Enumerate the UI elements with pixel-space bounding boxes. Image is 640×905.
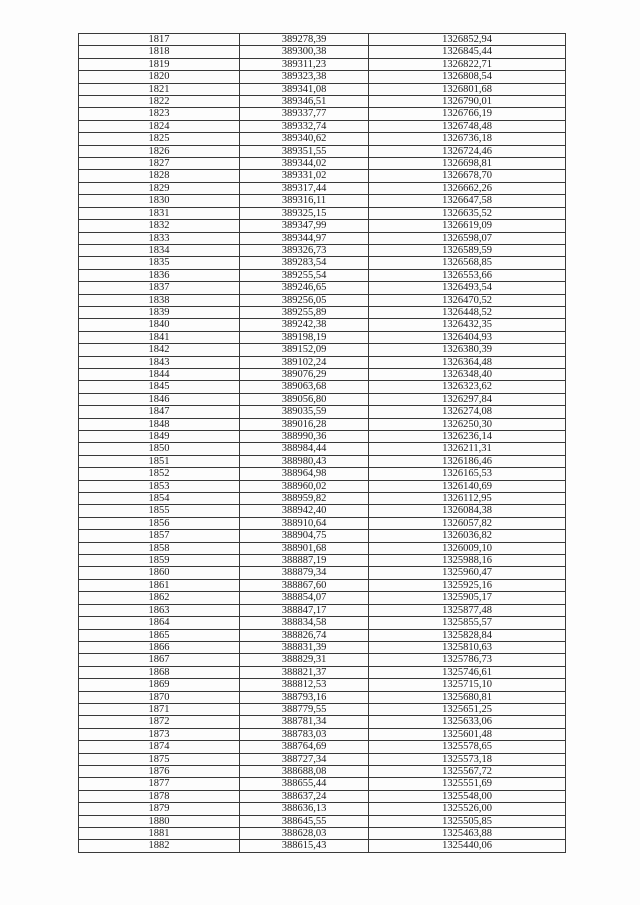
x-coordinate-cell: 389255,89 [240, 306, 369, 318]
x-coordinate-cell: 388960,02 [240, 480, 369, 492]
x-coordinate-cell: 388990,36 [240, 431, 369, 443]
y-coordinate-cell: 1326801,68 [369, 83, 566, 95]
y-coordinate-cell: 1325578,65 [369, 741, 566, 753]
table-row [79, 815, 566, 827]
table-row [79, 34, 566, 46]
y-coordinate-cell: 1326724,46 [369, 145, 566, 157]
point-number-cell: 1838 [79, 294, 240, 306]
y-coordinate-cell: 1326568,85 [369, 257, 566, 269]
y-coordinate-cell: 1325905,17 [369, 592, 566, 604]
table-row [79, 778, 566, 790]
table-row [79, 244, 566, 256]
x-coordinate-cell: 388831,39 [240, 641, 369, 653]
table-row [79, 282, 566, 294]
table-row [79, 604, 566, 616]
y-coordinate-cell: 1326084,38 [369, 505, 566, 517]
table-row [79, 480, 566, 492]
coordinates-table-body [79, 34, 566, 853]
point-number-cell: 1869 [79, 679, 240, 691]
y-coordinate-cell: 1326432,35 [369, 319, 566, 331]
x-coordinate-cell: 389283,54 [240, 257, 369, 269]
table-row [79, 431, 566, 443]
point-number-cell: 1817 [79, 34, 240, 46]
y-coordinate-cell: 1326748,48 [369, 120, 566, 132]
x-coordinate-cell: 388655,44 [240, 778, 369, 790]
x-coordinate-cell: 388628,03 [240, 828, 369, 840]
x-coordinate-cell: 388615,43 [240, 840, 369, 852]
point-number-cell: 1819 [79, 58, 240, 70]
y-coordinate-cell: 1326274,08 [369, 406, 566, 418]
y-coordinate-cell: 1326589,59 [369, 244, 566, 256]
x-coordinate-cell: 388980,43 [240, 455, 369, 467]
y-coordinate-cell: 1326211,31 [369, 443, 566, 455]
table-row [79, 368, 566, 380]
x-coordinate-cell: 388793,16 [240, 691, 369, 703]
y-coordinate-cell: 1325715,10 [369, 679, 566, 691]
x-coordinate-cell: 389198,19 [240, 331, 369, 343]
point-number-cell: 1850 [79, 443, 240, 455]
point-number-cell: 1828 [79, 170, 240, 182]
table-row [79, 120, 566, 132]
point-number-cell: 1877 [79, 778, 240, 790]
table-row [79, 517, 566, 529]
x-coordinate-cell: 389278,39 [240, 34, 369, 46]
x-coordinate-cell: 389346,51 [240, 96, 369, 108]
y-coordinate-cell: 1326470,52 [369, 294, 566, 306]
point-number-cell: 1848 [79, 418, 240, 430]
y-coordinate-cell: 1325633,06 [369, 716, 566, 728]
table-row [79, 579, 566, 591]
table-row [79, 567, 566, 579]
x-coordinate-cell: 389063,68 [240, 381, 369, 393]
point-number-cell: 1841 [79, 331, 240, 343]
table-row [79, 83, 566, 95]
point-number-cell: 1857 [79, 530, 240, 542]
x-coordinate-cell: 389246,65 [240, 282, 369, 294]
table-row [79, 269, 566, 281]
y-coordinate-cell: 1326808,54 [369, 71, 566, 83]
x-coordinate-cell: 389317,44 [240, 182, 369, 194]
point-number-cell: 1870 [79, 691, 240, 703]
table-row [79, 195, 566, 207]
point-number-cell: 1860 [79, 567, 240, 579]
point-number-cell: 1874 [79, 741, 240, 753]
y-coordinate-cell: 1325440,06 [369, 840, 566, 852]
y-coordinate-cell: 1325786,73 [369, 654, 566, 666]
table-row [79, 679, 566, 691]
y-coordinate-cell: 1326736,18 [369, 133, 566, 145]
point-number-cell: 1878 [79, 790, 240, 802]
point-number-cell: 1834 [79, 244, 240, 256]
x-coordinate-cell: 388829,31 [240, 654, 369, 666]
y-coordinate-cell: 1326852,94 [369, 34, 566, 46]
point-number-cell: 1866 [79, 641, 240, 653]
y-coordinate-cell: 1326009,10 [369, 542, 566, 554]
point-number-cell: 1872 [79, 716, 240, 728]
point-number-cell: 1831 [79, 207, 240, 219]
y-coordinate-cell: 1326236,14 [369, 431, 566, 443]
point-number-cell: 1864 [79, 617, 240, 629]
y-coordinate-cell: 1326057,82 [369, 517, 566, 529]
x-coordinate-cell: 388783,03 [240, 728, 369, 740]
x-coordinate-cell: 388834,58 [240, 617, 369, 629]
x-coordinate-cell: 389340,62 [240, 133, 369, 145]
x-coordinate-cell: 388779,55 [240, 703, 369, 715]
x-coordinate-cell: 389331,02 [240, 170, 369, 182]
point-number-cell: 1875 [79, 753, 240, 765]
y-coordinate-cell: 1325925,16 [369, 579, 566, 591]
y-coordinate-cell: 1325505,85 [369, 815, 566, 827]
table-row [79, 96, 566, 108]
point-number-cell: 1833 [79, 232, 240, 244]
y-coordinate-cell: 1326790,01 [369, 96, 566, 108]
table-row [79, 418, 566, 430]
y-coordinate-cell: 1326698,81 [369, 158, 566, 170]
table-row [79, 455, 566, 467]
table-row [79, 741, 566, 753]
point-number-cell: 1835 [79, 257, 240, 269]
y-coordinate-cell: 1325810,63 [369, 641, 566, 653]
table-row [79, 629, 566, 641]
table-row [79, 406, 566, 418]
x-coordinate-cell: 388637,24 [240, 790, 369, 802]
y-coordinate-cell: 1325680,81 [369, 691, 566, 703]
x-coordinate-cell: 389255,54 [240, 269, 369, 281]
point-number-cell: 1821 [79, 83, 240, 95]
x-coordinate-cell: 389326,73 [240, 244, 369, 256]
point-number-cell: 1856 [79, 517, 240, 529]
point-number-cell: 1832 [79, 220, 240, 232]
table-row [79, 182, 566, 194]
y-coordinate-cell: 1326364,48 [369, 356, 566, 368]
y-coordinate-cell: 1326822,71 [369, 58, 566, 70]
x-coordinate-cell: 388636,13 [240, 803, 369, 815]
table-row [79, 505, 566, 517]
point-number-cell: 1855 [79, 505, 240, 517]
x-coordinate-cell: 388910,64 [240, 517, 369, 529]
y-coordinate-cell: 1326323,62 [369, 381, 566, 393]
table-row [79, 542, 566, 554]
y-coordinate-cell: 1326845,44 [369, 46, 566, 58]
x-coordinate-cell: 389152,09 [240, 344, 369, 356]
table-row [79, 58, 566, 70]
table-row [79, 765, 566, 777]
y-coordinate-cell: 1325828,84 [369, 629, 566, 641]
table-row [79, 158, 566, 170]
point-number-cell: 1825 [79, 133, 240, 145]
y-coordinate-cell: 1326112,95 [369, 493, 566, 505]
table-row [79, 654, 566, 666]
table-row [79, 592, 566, 604]
x-coordinate-cell: 389341,08 [240, 83, 369, 95]
x-coordinate-cell: 389056,80 [240, 393, 369, 405]
point-number-cell: 1868 [79, 666, 240, 678]
table-row [79, 828, 566, 840]
y-coordinate-cell: 1326678,70 [369, 170, 566, 182]
x-coordinate-cell: 389076,29 [240, 368, 369, 380]
table-row [79, 530, 566, 542]
y-coordinate-cell: 1326036,82 [369, 530, 566, 542]
point-number-cell: 1824 [79, 120, 240, 132]
table-row [79, 555, 566, 567]
table-row [79, 257, 566, 269]
table-row [79, 306, 566, 318]
point-number-cell: 1826 [79, 145, 240, 157]
x-coordinate-cell: 388764,69 [240, 741, 369, 753]
table-row [79, 344, 566, 356]
point-number-cell: 1847 [79, 406, 240, 418]
y-coordinate-cell: 1326165,53 [369, 468, 566, 480]
table-row [79, 728, 566, 740]
x-coordinate-cell: 388847,17 [240, 604, 369, 616]
table-row [79, 232, 566, 244]
x-coordinate-cell: 389316,11 [240, 195, 369, 207]
table-row [79, 617, 566, 629]
x-coordinate-cell: 389344,97 [240, 232, 369, 244]
point-number-cell: 1871 [79, 703, 240, 715]
table-row [79, 443, 566, 455]
x-coordinate-cell: 388964,98 [240, 468, 369, 480]
x-coordinate-cell: 389344,02 [240, 158, 369, 170]
table-row [79, 716, 566, 728]
x-coordinate-cell: 388984,44 [240, 443, 369, 455]
y-coordinate-cell: 1325988,16 [369, 555, 566, 567]
table-row [79, 356, 566, 368]
y-coordinate-cell: 1325548,00 [369, 790, 566, 802]
y-coordinate-cell: 1325960,47 [369, 567, 566, 579]
x-coordinate-cell: 388821,37 [240, 666, 369, 678]
x-coordinate-cell: 389242,38 [240, 319, 369, 331]
table-row [79, 641, 566, 653]
point-number-cell: 1882 [79, 840, 240, 852]
point-number-cell: 1842 [79, 344, 240, 356]
point-number-cell: 1859 [79, 555, 240, 567]
table-row [79, 46, 566, 58]
y-coordinate-cell: 1325526,00 [369, 803, 566, 815]
x-coordinate-cell: 388645,55 [240, 815, 369, 827]
point-number-cell: 1844 [79, 368, 240, 380]
table-row [79, 691, 566, 703]
x-coordinate-cell: 389332,74 [240, 120, 369, 132]
table-row [79, 393, 566, 405]
table-row [79, 145, 566, 157]
x-coordinate-cell: 389311,23 [240, 58, 369, 70]
table-row [79, 108, 566, 120]
x-coordinate-cell: 389325,15 [240, 207, 369, 219]
y-coordinate-cell: 1325463,88 [369, 828, 566, 840]
x-coordinate-cell: 389102,24 [240, 356, 369, 368]
y-coordinate-cell: 1325567,72 [369, 765, 566, 777]
x-coordinate-cell: 389016,28 [240, 418, 369, 430]
table-row [79, 294, 566, 306]
point-number-cell: 1836 [79, 269, 240, 281]
y-coordinate-cell: 1326635,52 [369, 207, 566, 219]
y-coordinate-cell: 1326493,54 [369, 282, 566, 294]
y-coordinate-cell: 1325855,57 [369, 617, 566, 629]
x-coordinate-cell: 388812,53 [240, 679, 369, 691]
y-coordinate-cell: 1325573,18 [369, 753, 566, 765]
table-row [79, 331, 566, 343]
y-coordinate-cell: 1326766,19 [369, 108, 566, 120]
coordinates-table [78, 33, 566, 853]
y-coordinate-cell: 1326662,26 [369, 182, 566, 194]
point-number-cell: 1820 [79, 71, 240, 83]
point-number-cell: 1830 [79, 195, 240, 207]
table-row [79, 840, 566, 852]
x-coordinate-cell: 389337,77 [240, 108, 369, 120]
y-coordinate-cell: 1326647,58 [369, 195, 566, 207]
point-number-cell: 1861 [79, 579, 240, 591]
x-coordinate-cell: 389035,59 [240, 406, 369, 418]
table-row [79, 71, 566, 83]
point-number-cell: 1879 [79, 803, 240, 815]
point-number-cell: 1853 [79, 480, 240, 492]
point-number-cell: 1823 [79, 108, 240, 120]
point-number-cell: 1881 [79, 828, 240, 840]
point-number-cell: 1822 [79, 96, 240, 108]
table-row [79, 468, 566, 480]
point-number-cell: 1827 [79, 158, 240, 170]
y-coordinate-cell: 1326297,84 [369, 393, 566, 405]
x-coordinate-cell: 388959,82 [240, 493, 369, 505]
point-number-cell: 1837 [79, 282, 240, 294]
x-coordinate-cell: 388867,60 [240, 579, 369, 591]
x-coordinate-cell: 388781,34 [240, 716, 369, 728]
point-number-cell: 1876 [79, 765, 240, 777]
point-number-cell: 1852 [79, 468, 240, 480]
x-coordinate-cell: 388904,75 [240, 530, 369, 542]
point-number-cell: 1839 [79, 306, 240, 318]
y-coordinate-cell: 1326553,66 [369, 269, 566, 281]
table-row [79, 790, 566, 802]
y-coordinate-cell: 1326348,40 [369, 368, 566, 380]
x-coordinate-cell: 388826,74 [240, 629, 369, 641]
table-row [79, 133, 566, 145]
point-number-cell: 1843 [79, 356, 240, 368]
table-row [79, 381, 566, 393]
table-row [79, 666, 566, 678]
x-coordinate-cell: 389351,55 [240, 145, 369, 157]
y-coordinate-cell: 1325877,48 [369, 604, 566, 616]
table-row [79, 220, 566, 232]
x-coordinate-cell: 389347,99 [240, 220, 369, 232]
x-coordinate-cell: 388727,34 [240, 753, 369, 765]
y-coordinate-cell: 1326448,52 [369, 306, 566, 318]
table-row [79, 493, 566, 505]
point-number-cell: 1863 [79, 604, 240, 616]
x-coordinate-cell: 389256,05 [240, 294, 369, 306]
y-coordinate-cell: 1325746,61 [369, 666, 566, 678]
x-coordinate-cell: 388887,19 [240, 555, 369, 567]
table-row [79, 319, 566, 331]
point-number-cell: 1846 [79, 393, 240, 405]
point-number-cell: 1845 [79, 381, 240, 393]
y-coordinate-cell: 1326186,46 [369, 455, 566, 467]
point-number-cell: 1849 [79, 431, 240, 443]
y-coordinate-cell: 1326619,09 [369, 220, 566, 232]
point-number-cell: 1840 [79, 319, 240, 331]
table-row [79, 207, 566, 219]
y-coordinate-cell: 1326598,07 [369, 232, 566, 244]
x-coordinate-cell: 389300,38 [240, 46, 369, 58]
x-coordinate-cell: 388879,34 [240, 567, 369, 579]
point-number-cell: 1854 [79, 493, 240, 505]
y-coordinate-cell: 1325651,25 [369, 703, 566, 715]
point-number-cell: 1829 [79, 182, 240, 194]
x-coordinate-cell: 388901,68 [240, 542, 369, 554]
x-coordinate-cell: 388942,40 [240, 505, 369, 517]
x-coordinate-cell: 388688,08 [240, 765, 369, 777]
point-number-cell: 1873 [79, 728, 240, 740]
table-row [79, 703, 566, 715]
point-number-cell: 1865 [79, 629, 240, 641]
point-number-cell: 1867 [79, 654, 240, 666]
y-coordinate-cell: 1326250,30 [369, 418, 566, 430]
point-number-cell: 1862 [79, 592, 240, 604]
x-coordinate-cell: 388854,07 [240, 592, 369, 604]
point-number-cell: 1818 [79, 46, 240, 58]
y-coordinate-cell: 1325551,69 [369, 778, 566, 790]
point-number-cell: 1851 [79, 455, 240, 467]
table-row [79, 803, 566, 815]
y-coordinate-cell: 1326404,93 [369, 331, 566, 343]
table-row [79, 753, 566, 765]
point-number-cell: 1858 [79, 542, 240, 554]
y-coordinate-cell: 1325601,48 [369, 728, 566, 740]
y-coordinate-cell: 1326140,69 [369, 480, 566, 492]
table-row [79, 170, 566, 182]
point-number-cell: 1880 [79, 815, 240, 827]
x-coordinate-cell: 389323,38 [240, 71, 369, 83]
y-coordinate-cell: 1326380,39 [369, 344, 566, 356]
